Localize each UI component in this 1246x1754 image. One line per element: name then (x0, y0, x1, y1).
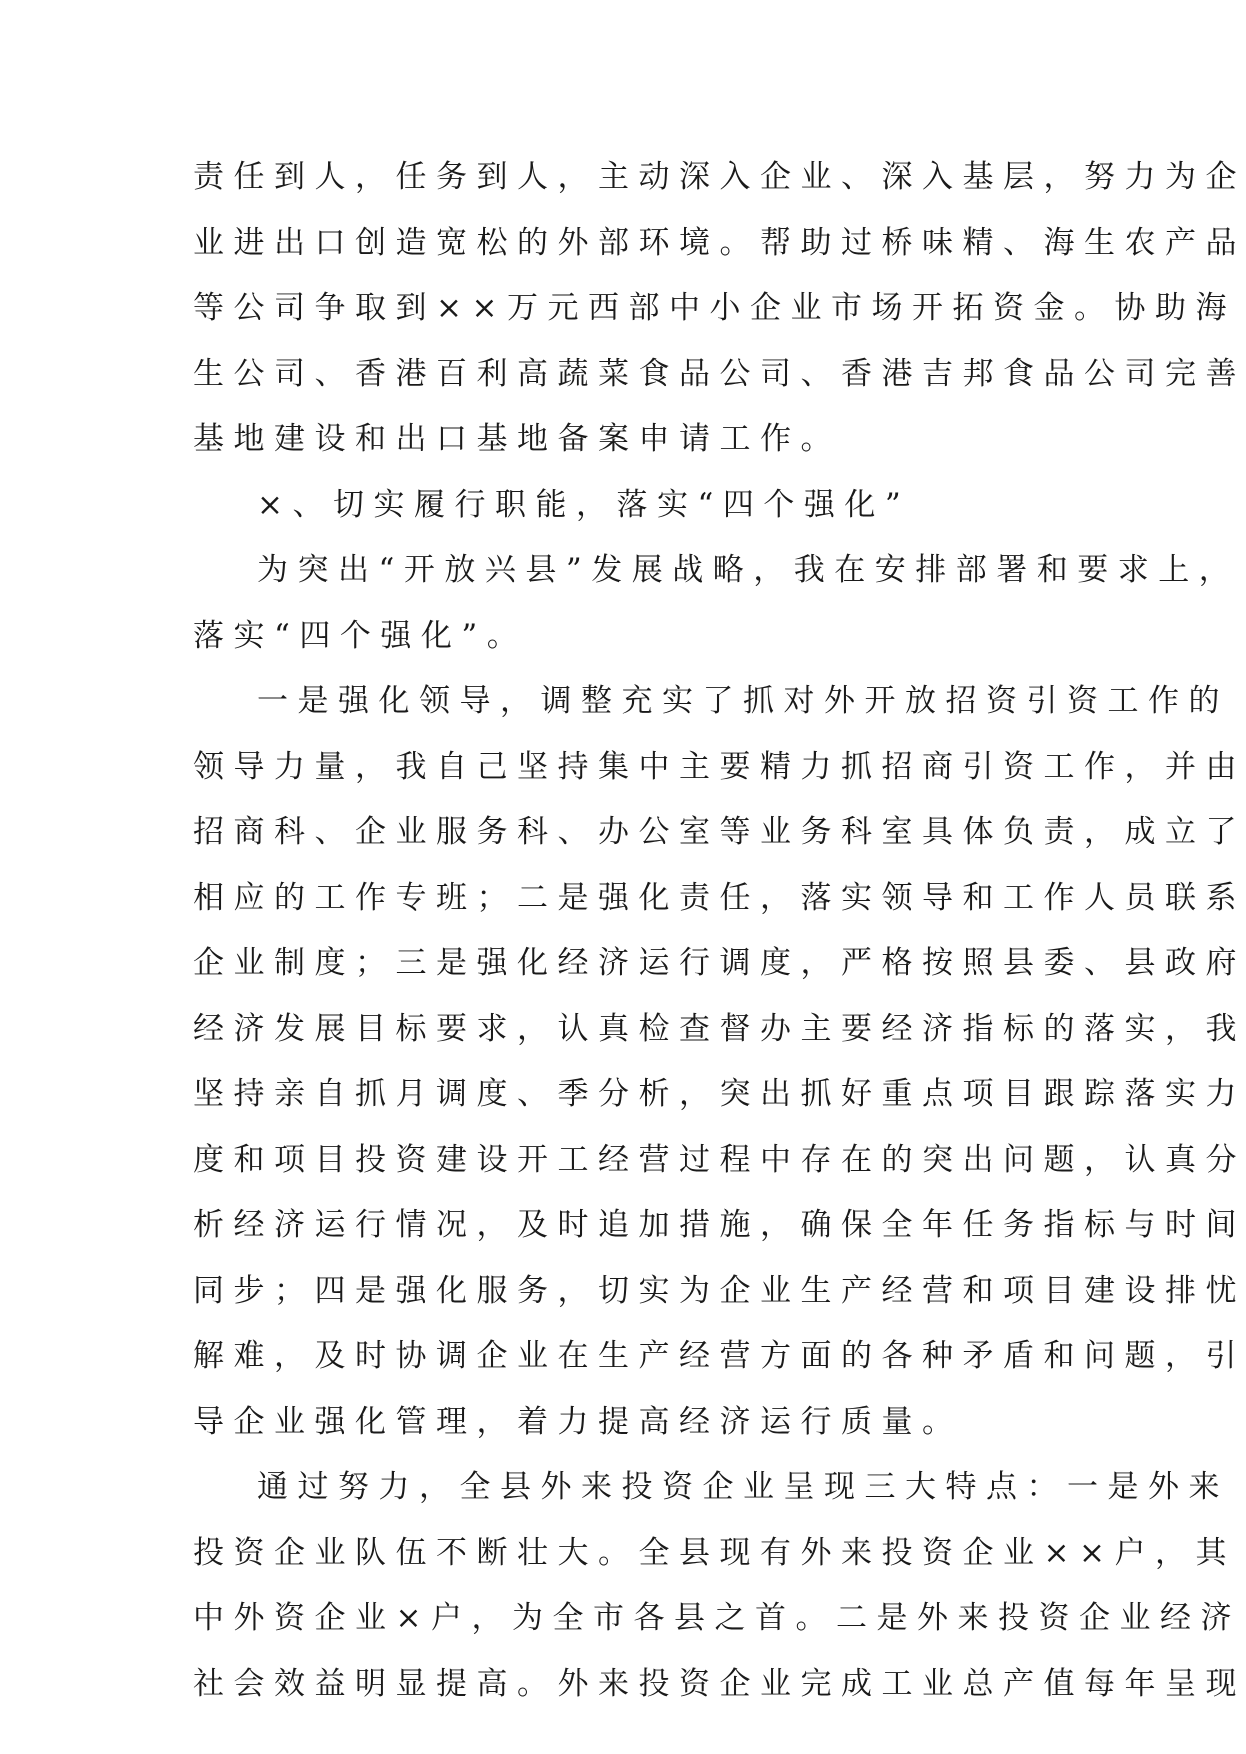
text-line: 社会效益明显提高。外来投资企业完成工业总产值每年呈现 (193, 1665, 1246, 1702)
text-line: 领导力量，我自己坚持集中主要精力抓招商引资工作，并由 (193, 748, 1246, 785)
text-line: 相应的工作专班；二是强化责任，落实领导和工作人员联系 (193, 879, 1246, 916)
text-line: 落实“四个强化”。 (193, 617, 528, 654)
text-line: 企业制度；三是强化经济运行调度，严格按照县委、县政府 (193, 945, 1246, 981)
section-heading: ×、切实履行职能，落实“四个强化” (257, 486, 911, 523)
text-line: 生公司、香港百利高蔬菜食品公司、香港吉邦食品公司完善 (193, 355, 1246, 392)
text-line: 度和项目投资建设开工经营过程中存在的突出问题，认真分 (193, 1141, 1246, 1178)
text-line: 投资企业队伍不断壮大。全县现有外来投资企业××户，其 (193, 1534, 1236, 1571)
text-line: 基地建设和出口基地备案申请工作。 (193, 421, 841, 457)
text-line: 一是强化领导，调整充实了抓对外开放招资引资工作的 (257, 683, 1229, 719)
text-line: 责任到人，任务到人，主动深入企业、深入基层，努力为企 (193, 159, 1246, 195)
text-line: 通过努力，全县外来投资企业呈现三大特点：一是外来 (257, 1469, 1229, 1505)
text-line: 解难，及时协调企业在生产经营方面的各种矛盾和问题，引 (193, 1338, 1246, 1374)
text-line: 同步；四是强化服务，切实为企业生产经营和项目建设排忧 (193, 1272, 1246, 1309)
text-line: 等公司争取到××万元西部中小企业市场开拓资金。协助海 (193, 290, 1236, 326)
body-text (193, 145, 1246, 1717)
text-line: 中外资企业×户，为全市各县之首。二是外来投资企业经济 (193, 1600, 1241, 1636)
text-line: 业进出口创造宽松的外部环境。帮助过桥味精、海生农产品 (193, 224, 1246, 261)
text-line: 坚持亲自抓月调度、季分析，突出抓好重点项目跟踪落实力 (193, 1076, 1246, 1112)
text-line: 为突出“开放兴县”发展战略，我在安排部署和要求上， (257, 552, 1240, 588)
text-line: 析经济运行情况，及时追加措施，确保全年任务指标与时间 (193, 1207, 1246, 1243)
text-line: 招商科、企业服务科、办公室等业务科室具体负责，成立了 (193, 814, 1246, 850)
text-line: 导企业强化管理，着力提高经济运行质量。 (193, 1403, 963, 1440)
text-line: 经济发展目标要求，认真检查督办主要经济指标的落实，我 (193, 1010, 1246, 1047)
